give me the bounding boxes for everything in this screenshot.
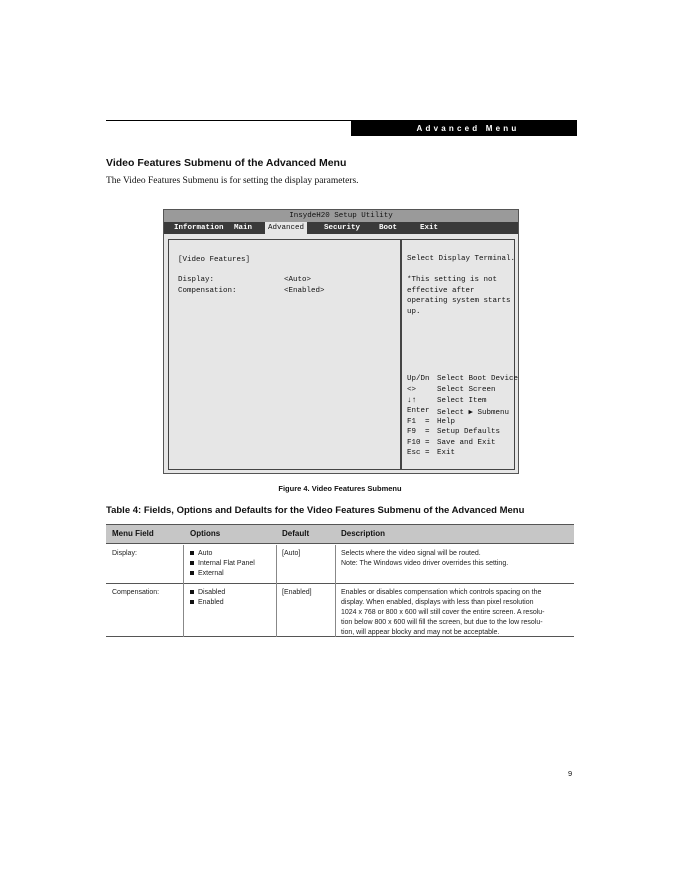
bios-key-action: Select Boot Device [437,375,519,383]
bios-key-f10: F10 = [407,438,430,447]
bios-key-action: Select Item [437,396,487,405]
bios-key-f9: F9 = [407,428,430,436]
bios-field-label-compensation: Compensation: [178,287,237,295]
table-title: Table 4: Fields, Options and Defaults for the Video Features Submenu of the Advanced Menu [106,505,525,516]
bios-screen [163,209,519,474]
column-header: Default [282,529,310,538]
bios-key-f1: F1 = [407,417,430,426]
bios-settings-panel [168,239,401,470]
description-line: tion below 800 x 600 will fill the screen, but due to the low resolu- [341,619,543,626]
description-line: Note: The Windows video driver overrides this setting. [341,560,509,567]
bios-field-value-display[interactable]: <Auto> [284,276,312,284]
bios-title: InsydeH20 Setup Utility [164,210,518,222]
bios-key-enter: Enter [407,407,430,415]
option-item: Auto [190,549,255,559]
cell-description [341,549,571,569]
bios-field-value-compensation[interactable]: <Enabled> [284,287,325,295]
column-divider [335,584,336,637]
column-divider [276,545,277,584]
bios-help-line: Select Display Terminal. [407,255,516,263]
bios-key-action: Setup Defaults [437,428,501,436]
column-divider [276,584,277,637]
bios-panel-heading: [Video Features] [178,256,251,264]
bios-help-note: *This setting is not [407,276,498,284]
option-item: Internal Flat Panel [190,559,255,569]
bios-help-note: effective after [407,286,475,295]
description-line: tion, will appear blocky and may not be acceptable. [341,629,500,636]
header-rule [106,120,351,121]
bios-key-action: Select ▶ Submenu [437,409,510,417]
table-header-row [106,524,574,544]
column-divider [335,545,336,584]
description-line: 1024 x 768 or 800 x 600 will still cover the entire screen. A resolu- [341,609,545,616]
bios-key-action: Save and Exit [437,438,496,447]
section-header-label: Advanced Menu [416,123,520,133]
column-divider [183,584,184,637]
cell-options [190,588,225,608]
cell-field: Display: [112,550,137,557]
cell-default: [Enabled] [282,589,312,596]
section-intro: The Video Features Submenu is for setting the display parameters. [106,176,359,186]
page-number: 9 [568,769,573,778]
bios-tab-advanced[interactable]: Advanced [265,222,307,234]
bios-tab-boot[interactable]: Boot [379,224,398,232]
bios-tab-security[interactable]: Security [324,224,361,232]
bios-tab-information[interactable]: Information [174,224,224,232]
section-title: Video Features Submenu of the Advanced Menu [106,157,347,169]
cell-field: Compensation: [112,589,160,596]
table-row [106,584,574,637]
section-header-bar [351,120,577,136]
bios-help-note: up. [407,307,421,316]
column-header: Description [341,529,386,538]
table-row [106,545,574,584]
bios-key-leftright: <> [407,385,417,394]
cell-options [190,549,255,579]
bios-key-arrows: ↓↑ [407,396,417,405]
bios-help-panel [401,239,519,470]
cell-default: [Auto] [282,550,301,557]
bios-field-label-display: Display: [178,276,215,284]
bios-tab-exit[interactable]: Exit [420,224,439,232]
column-divider [183,545,184,584]
bios-key-action: Exit [437,449,456,457]
description-line: Enables or disables compensation which controls spacing on the [341,589,542,596]
description-line: Selects where the video signal will be routed. [341,550,481,557]
column-header: Options [190,529,221,538]
figure-caption: Figure 4. Video Features Submenu [278,484,402,493]
option-item: Disabled [190,588,225,598]
option-item: Enabled [190,598,225,608]
option-item: External [190,569,255,579]
description-line: display. When enabled, displays with less than pixel resolution [341,599,534,606]
bios-menu-bar [164,222,518,234]
cell-description [341,588,573,638]
bios-key-action: Help [437,417,456,426]
column-header: Menu Field [112,529,154,538]
bios-tab-main[interactable]: Main [234,224,253,232]
bios-key-action: Select Screen [437,385,496,394]
bios-key-updn: Up/Dn [407,375,430,383]
bios-key-esc: Esc = [407,449,430,457]
bios-help-note: operating system starts [407,297,511,305]
